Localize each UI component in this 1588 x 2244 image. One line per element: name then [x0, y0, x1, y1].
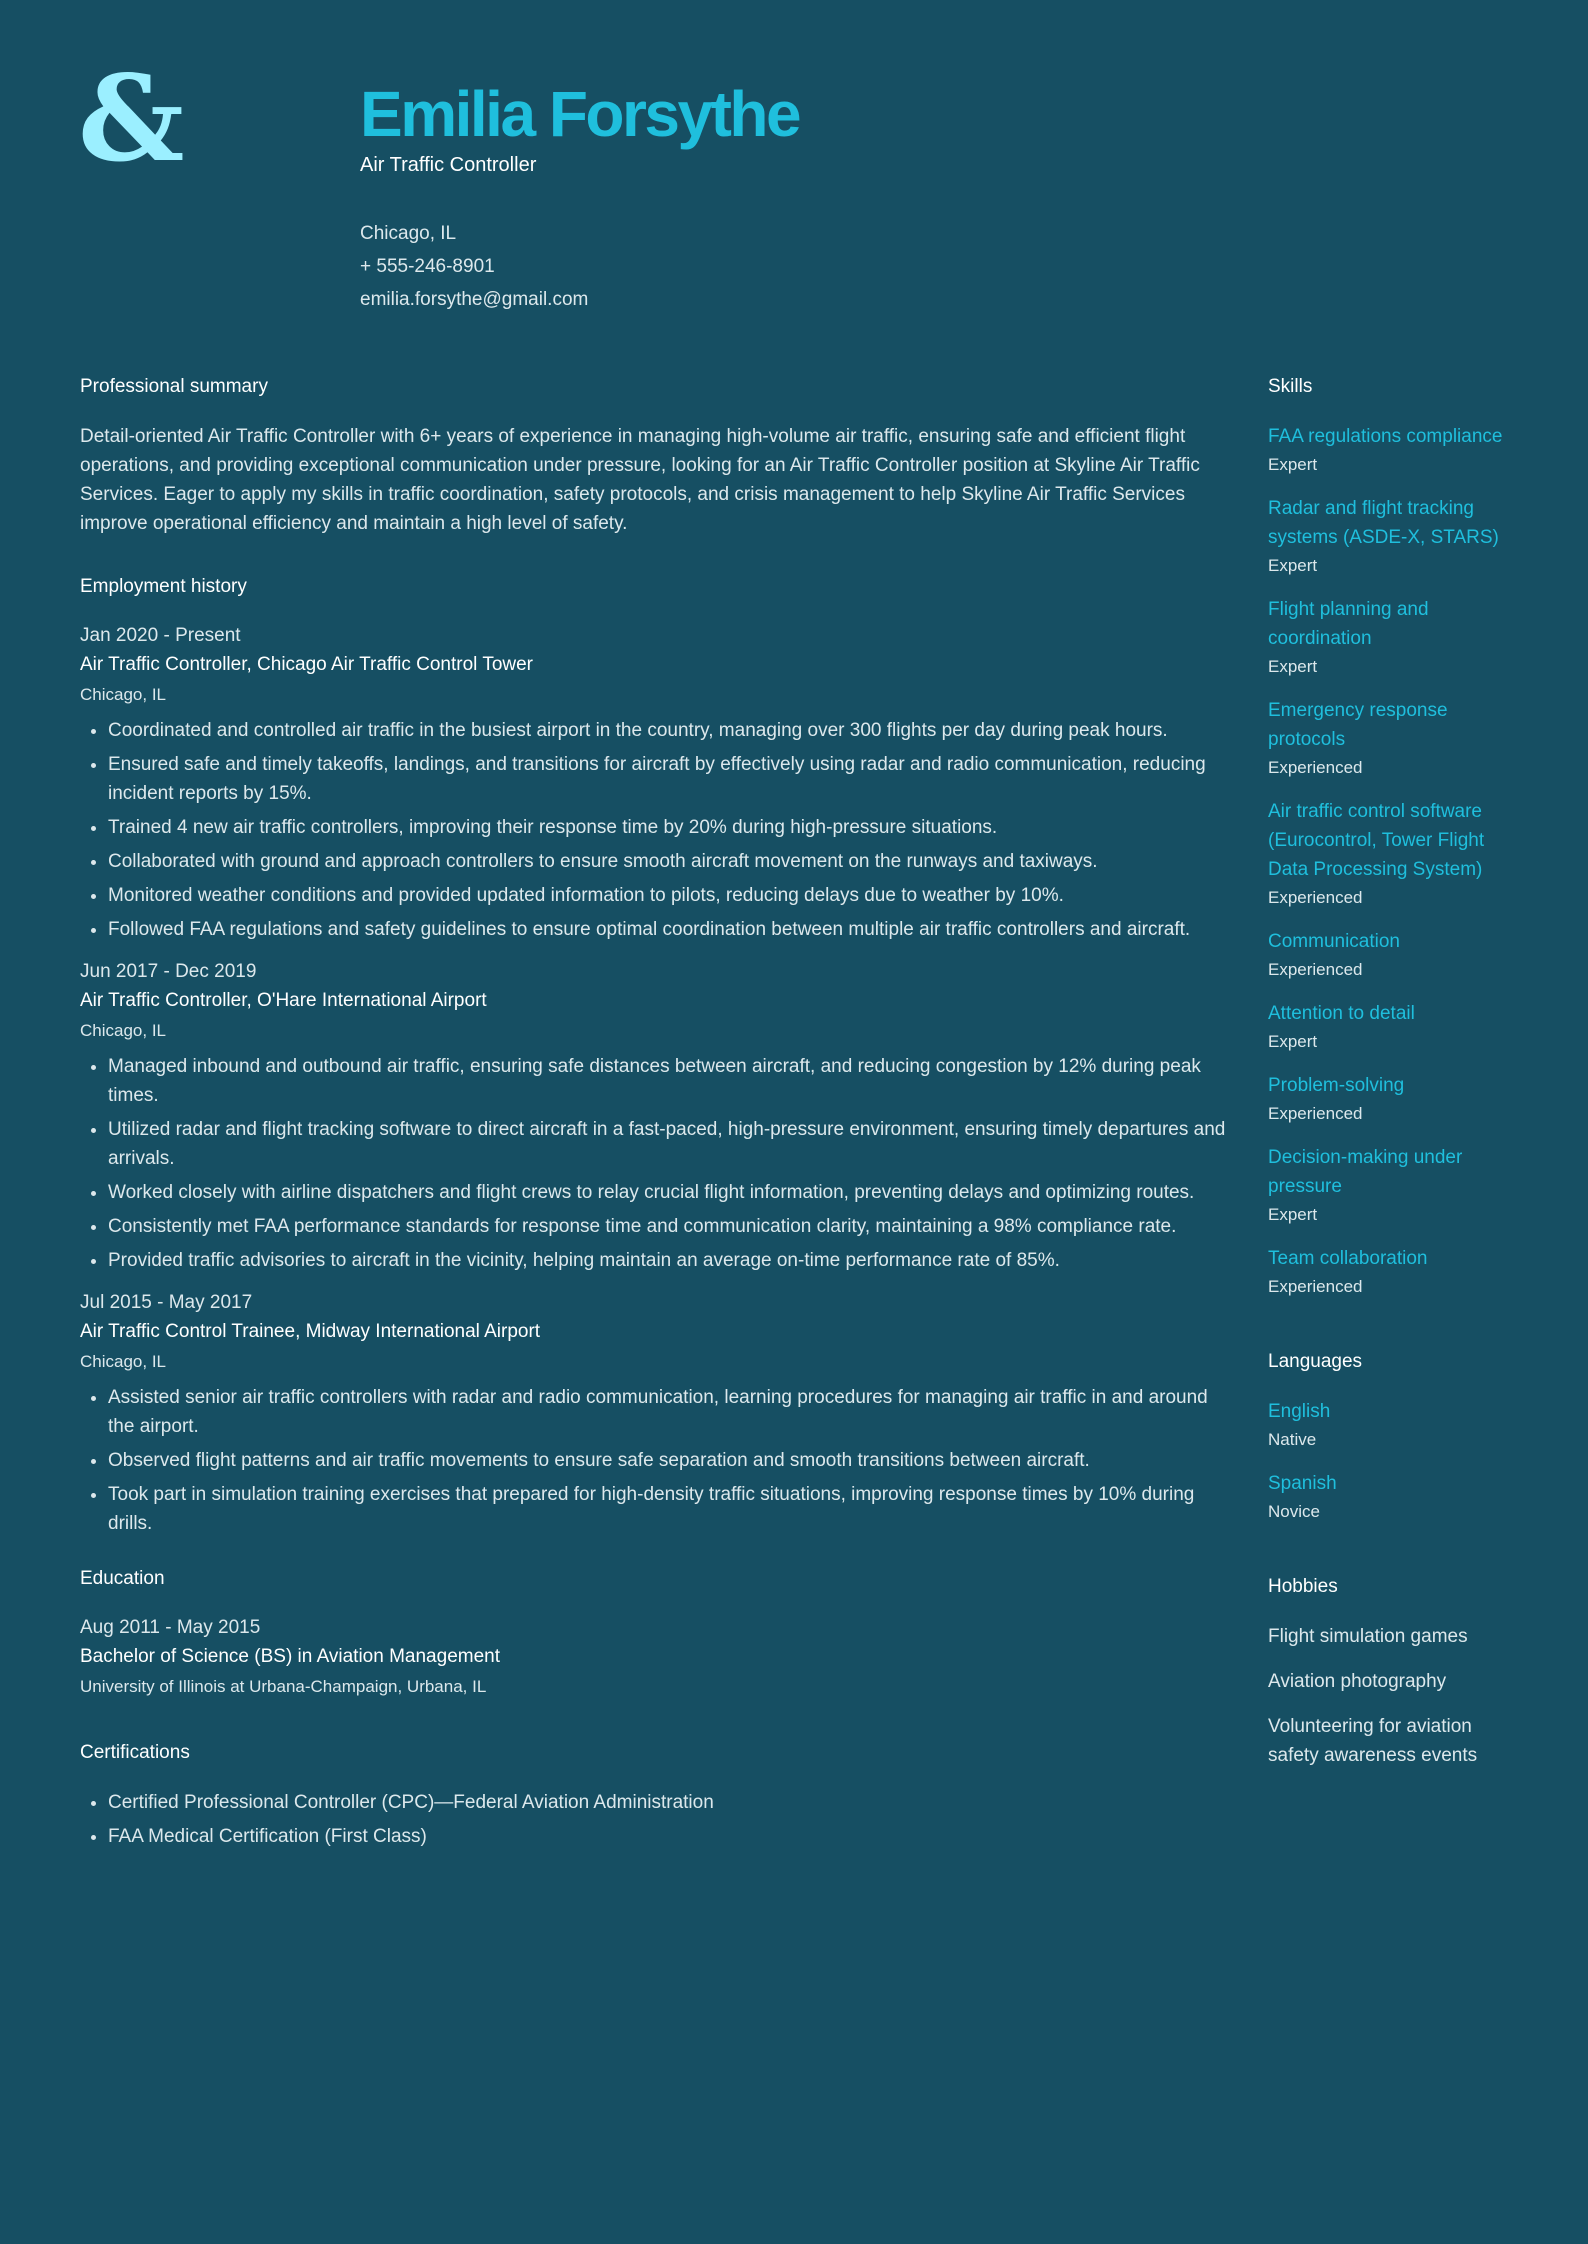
skill-item: [1268, 1071, 1508, 1128]
skill-level: Experienced: [1268, 1104, 1363, 1123]
job-bullet: • Observed flight patterns and air traffic movements to ensure safe separation and smooth transitions between aircraft.: [108, 1446, 1238, 1475]
job-dates: Jun 2017 - Dec 2019: [80, 961, 257, 982]
languages-section: [1268, 1351, 1508, 1526]
skill-level: Expert: [1268, 455, 1318, 474]
job-bullet: • Took part in simulation training exercises that prepared for high-density traffic situations, improving response times by 10% during drills.: [108, 1480, 1238, 1538]
skill-level: Experienced: [1268, 758, 1363, 777]
job-location: Chicago, IL: [80, 1352, 166, 1371]
employment-heading: Employment history: [80, 576, 247, 597]
resume-header: [360, 78, 799, 316]
main-column: [80, 376, 1238, 1856]
certification-item: • FAA Medical Certification (First Class): [108, 1822, 1238, 1851]
hobby-item: Aviation photography: [1268, 1671, 1447, 1692]
job-bullet: • Worked closely with airline dispatchers and flight crews to relay crucial flight information, preventing delays and optimizing routes.: [108, 1178, 1238, 1207]
skill-level: Expert: [1268, 1032, 1318, 1051]
job-dates: Jan 2020 - Present: [80, 625, 241, 646]
job-location: Chicago, IL: [80, 685, 166, 704]
skill-level: Expert: [1268, 1205, 1318, 1224]
skill-item: [1268, 494, 1508, 580]
education-heading: Education: [80, 1568, 165, 1589]
job-dates: Jul 2015 - May 2017: [80, 1292, 253, 1313]
skill-item: [1268, 595, 1508, 681]
job-role: Air Traffic Controller, Chicago Air Traffic Control Tower: [80, 654, 534, 675]
summary-heading: Professional summary: [80, 376, 268, 397]
skill-item: [1268, 1143, 1508, 1229]
language-name: English: [1268, 1401, 1331, 1422]
job-bullet: • Monitored weather conditions and provided updated information to pilots, reducing delays due to weather by 10%.: [108, 881, 1238, 910]
skill-item: [1268, 927, 1508, 984]
candidate-name: Emilia Forsythe: [360, 78, 800, 150]
skill-item: [1268, 1244, 1508, 1301]
job-bullet: • Followed FAA regulations and safety guidelines to ensure optimal coordination between multiple air traffic controllers and aircraft.: [108, 915, 1238, 944]
skill-level: Experienced: [1268, 960, 1363, 979]
job-bullet: • Collaborated with ground and approach controllers to ensure smooth aircraft movement on the runways and taxiways.: [108, 847, 1238, 876]
skill-name: Emergency response protocols: [1268, 700, 1448, 750]
candidate-title: Air Traffic Controller: [360, 154, 537, 176]
skills-heading: Skills: [1268, 376, 1313, 397]
job-bullets: [80, 716, 1238, 944]
certification-item: • Certified Professional Controller (CPC)—Federal Aviation Administration: [108, 1788, 1238, 1817]
skill-name: FAA regulations compliance: [1268, 426, 1503, 447]
skill-name: Decision-making under pressure: [1268, 1147, 1463, 1197]
job-role: Air Traffic Control Trainee, Midway International Airport: [80, 1321, 541, 1342]
contact-email[interactable]: emilia.forsythe@gmail.com: [360, 289, 589, 310]
job-bullet: • Coordinated and controlled air traffic in the busiest airport in the country, managing over 300 flights per day during peak hours.: [108, 716, 1238, 745]
skill-level: Expert: [1268, 657, 1318, 676]
skill-level: Experienced: [1268, 888, 1363, 907]
side-column: [1268, 376, 1508, 1820]
job-entry: [80, 622, 1238, 944]
skill-item: [1268, 696, 1508, 782]
job-bullet: • Trained 4 new air traffic controllers, improving their response time by 20% during high-pressure situations.: [108, 813, 1238, 842]
certifications-heading: Certifications: [80, 1742, 190, 1763]
hobby-item: Volunteering for aviation safety awareness events: [1268, 1716, 1478, 1766]
job-entry: [80, 1289, 1238, 1538]
skill-name: Air traffic control software (Eurocontrol, Tower Flight Data Processing System): [1268, 801, 1485, 880]
language-level: Native: [1268, 1430, 1317, 1449]
skill-level: Expert: [1268, 556, 1318, 575]
skill-name: Communication: [1268, 931, 1400, 952]
skill-level: Experienced: [1268, 1277, 1363, 1296]
skills-section: [1268, 376, 1508, 1301]
hobbies-heading: Hobbies: [1268, 1576, 1338, 1597]
certification-list: [80, 1788, 1238, 1851]
contact-location: Chicago, IL: [360, 223, 457, 244]
job-bullet: • Ensured safe and timely takeoffs, landings, and transitions for aircraft by effectively using radar and radio communication, reducing incident reports by 15%.: [108, 750, 1238, 808]
job-entry: [80, 958, 1238, 1275]
hobby-item: Flight simulation games: [1268, 1626, 1468, 1647]
skill-item: [1268, 422, 1508, 479]
job-role: Air Traffic Controller, O'Hare International Airport: [80, 990, 487, 1011]
job-bullet: • Managed inbound and outbound air traffic, ensuring safe distances between aircraft, and reducing congestion by 12% during peak times.: [108, 1052, 1238, 1110]
skill-item: [1268, 797, 1508, 912]
skill-name: Radar and flight tracking systems (ASDE-X, STARS): [1268, 498, 1499, 548]
contact-info: [360, 217, 799, 316]
job-bullet: • Consistently met FAA performance standards for response time and communication clarity, maintaining a 98% compliance rate.: [108, 1212, 1238, 1241]
language-level: Novice: [1268, 1502, 1320, 1521]
summary-text: Detail-oriented Air Traffic Controller with 6+ years of experience in managing high-volume air traffic, ensuring safe and efficient flight operations, and providing exceptional communication under pressure, looking for an Air Traffic Controller position at Skyline Air Traffic Services. Eager to apply my skills in traffic coordination, safety protocols, and crisis management to help Skyline Air Traffic Services improve operational efficiency and maintain a high level of safety.: [80, 426, 1200, 534]
skill-name: Problem-solving: [1268, 1075, 1405, 1096]
education-school: University of Illinois at Urbana-Champaign, Urbana, IL: [80, 1677, 487, 1696]
language-item: [1268, 1397, 1508, 1454]
job-bullet: • Provided traffic advisories to aircraft in the vicinity, helping maintain an average on-time performance rate of 85%.: [108, 1246, 1238, 1275]
language-name: Spanish: [1268, 1473, 1337, 1494]
hobbies-section: [1268, 1576, 1508, 1770]
education-dates: Aug 2011 - May 2015: [80, 1617, 261, 1638]
skill-name: Flight planning and coordination: [1268, 599, 1429, 649]
job-bullets: [80, 1052, 1238, 1275]
skill-name: Team collaboration: [1268, 1248, 1428, 1269]
skill-item: [1268, 999, 1508, 1056]
education-entry: [80, 1614, 1238, 1702]
job-bullets: [80, 1383, 1238, 1538]
job-bullet: • Utilized radar and flight tracking software to direct aircraft in a fast-paced, high-pressure environment, ensuring timely departures and arrivals.: [108, 1115, 1238, 1173]
skill-name: Attention to detail: [1268, 1003, 1415, 1024]
language-item: [1268, 1469, 1508, 1526]
contact-phone: + 555-246-8901: [360, 256, 495, 277]
job-bullet: • Assisted senior air traffic controllers with radar and radio communication, learning procedures for managing air traffic in and around the airport.: [108, 1383, 1238, 1441]
languages-heading: Languages: [1268, 1351, 1363, 1372]
education-degree: Bachelor of Science (BS) in Aviation Management: [80, 1646, 500, 1667]
job-location: Chicago, IL: [80, 1021, 166, 1040]
ampersand-logo: &: [78, 49, 185, 188]
